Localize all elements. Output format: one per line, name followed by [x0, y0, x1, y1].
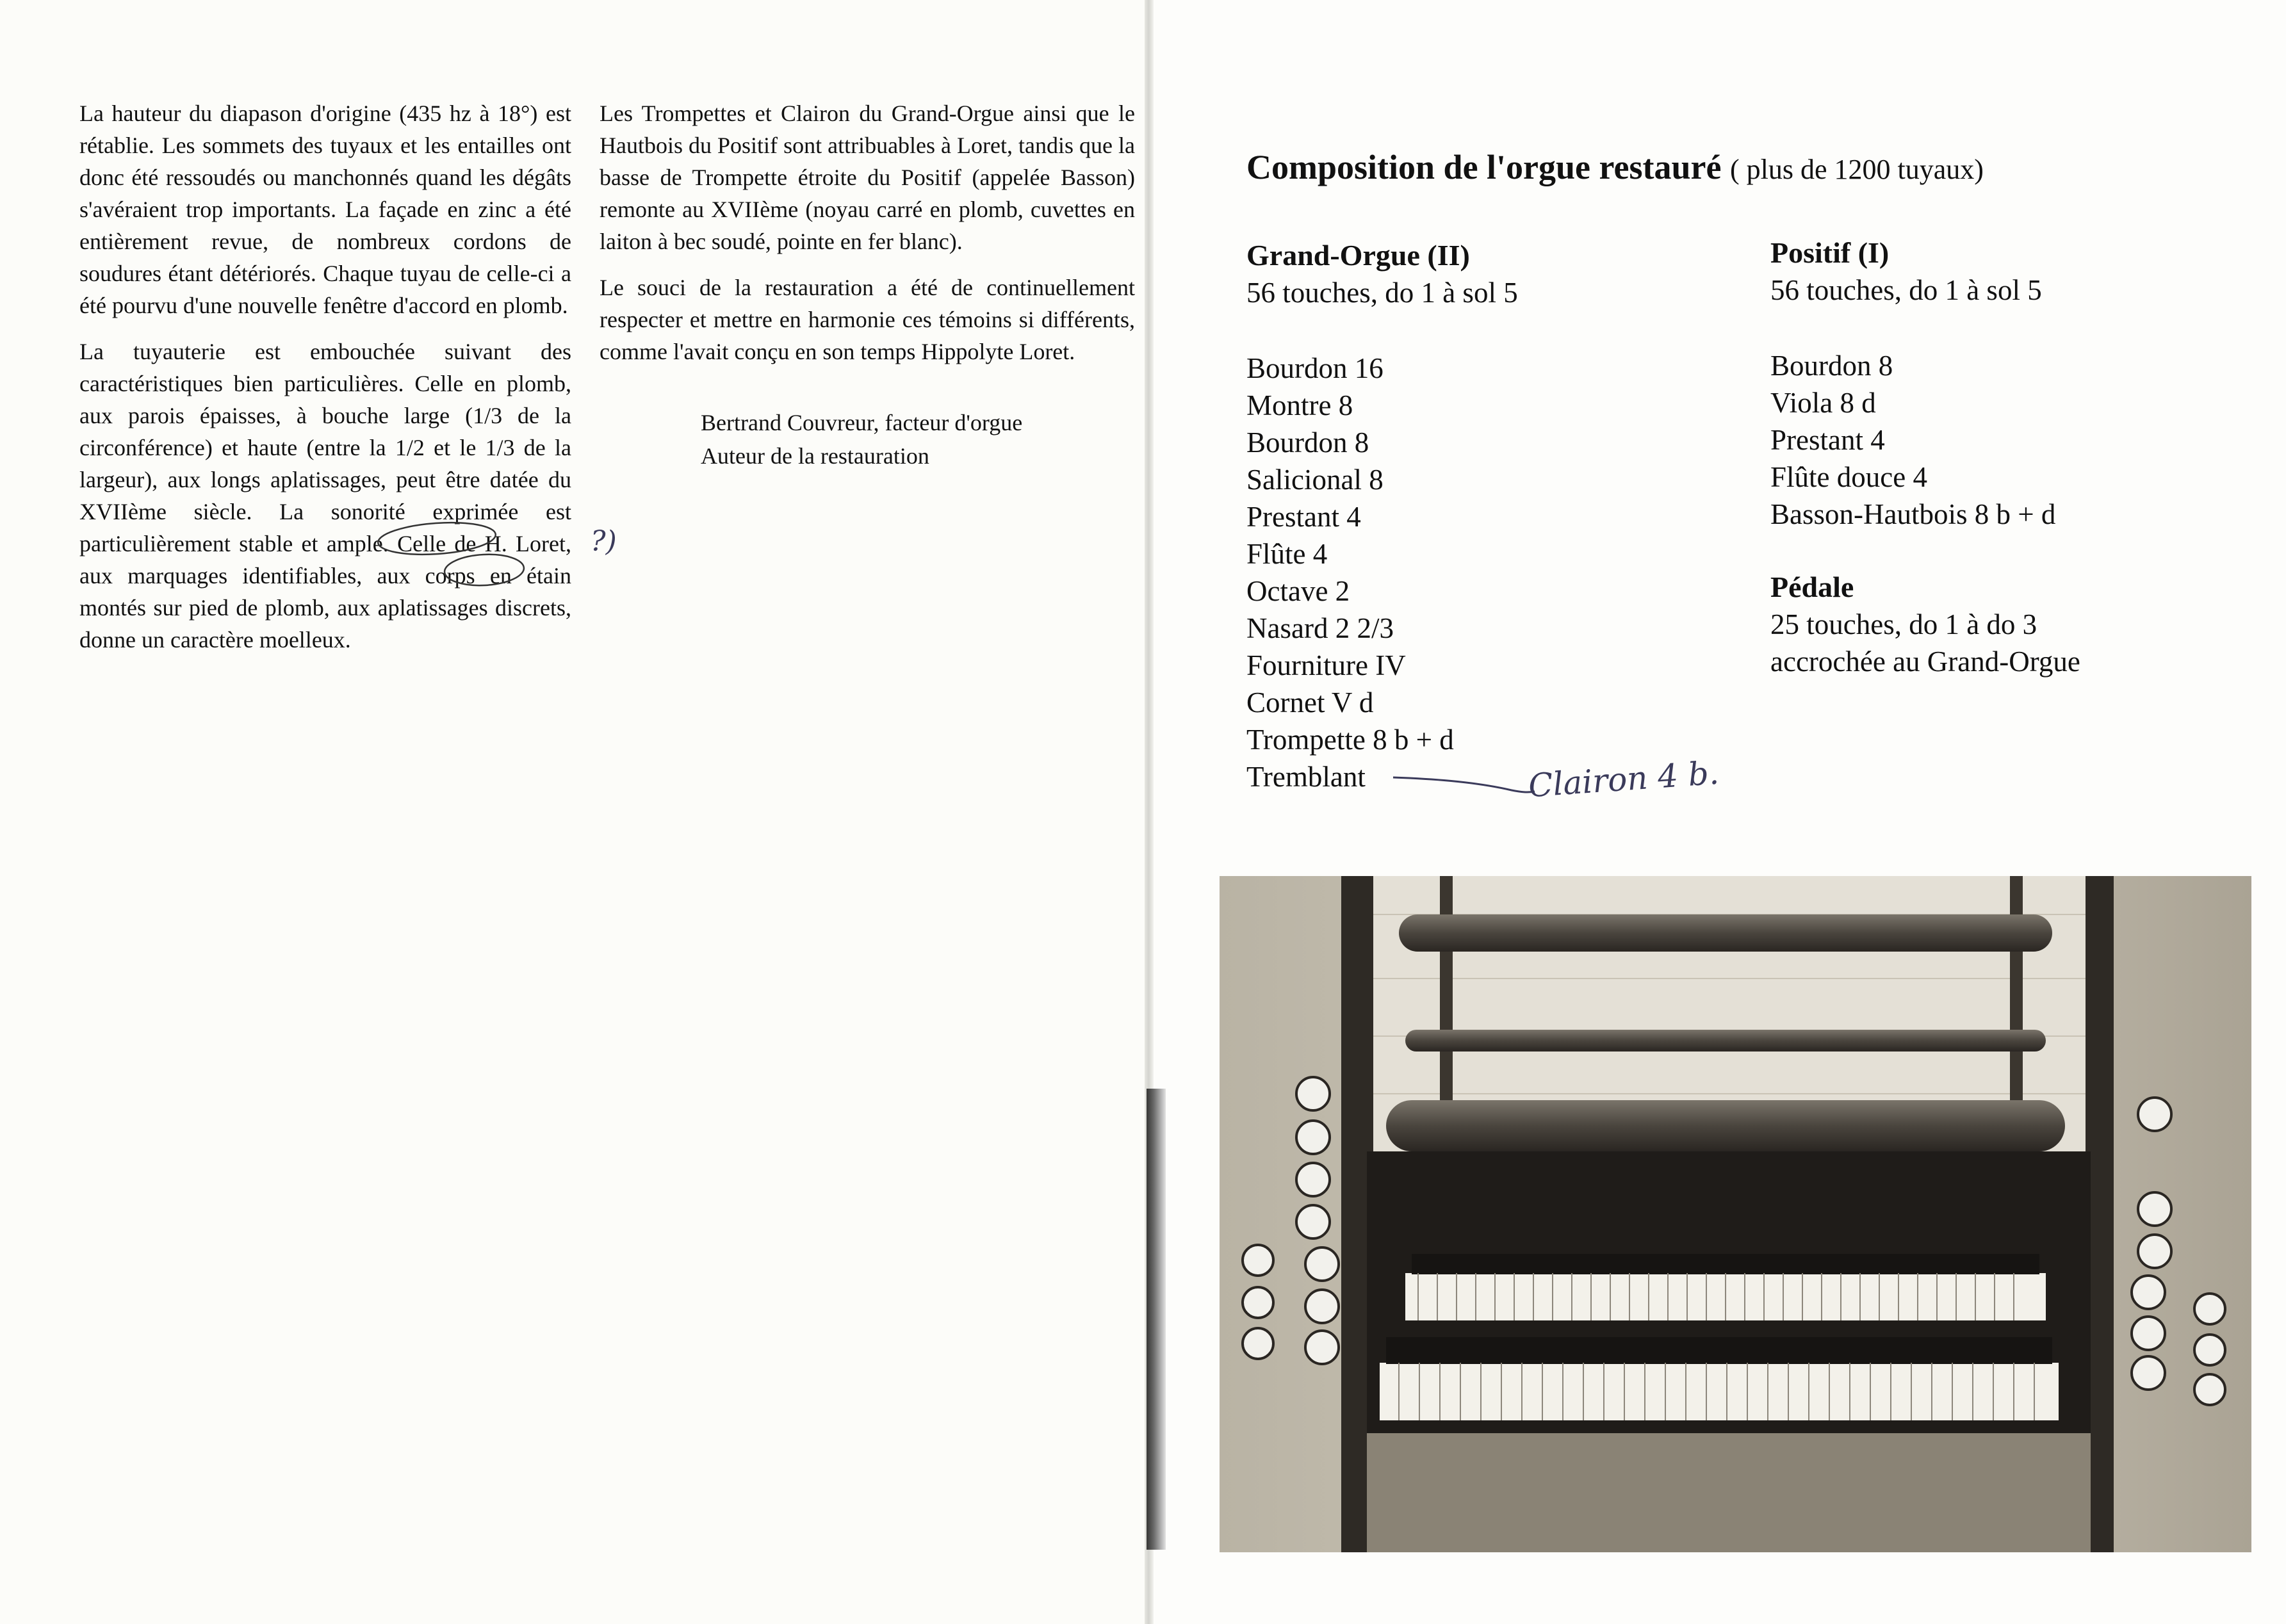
pedale-note: accrochée au Grand-Orgue: [1770, 646, 2080, 678]
stop-item: Flûte douce 4: [1770, 461, 1927, 493]
stop-item: Salicional 8: [1246, 464, 1384, 496]
pedale-section: [1770, 569, 2080, 680]
stop-item: Basson-Hautbois 8 b + d: [1770, 498, 2056, 530]
handwritten-annotation: Clairon 4 b.: [1527, 754, 1720, 805]
organ-console-photo: [1220, 876, 2251, 1552]
circle-mark-celle: [444, 553, 525, 587]
pen-marks: [0, 0, 1147, 704]
pedale-heading: Pédale: [1770, 571, 1854, 603]
annotation-stroke: [1390, 768, 1537, 800]
positif-heading: Positif (I): [1770, 236, 1890, 269]
page-title: [1246, 147, 1984, 187]
paragraph-diapason: La hauteur du diapason d'origine (435 hz à 18°) est rétablie. Les sommets des tuyaux et les entailles ont donc été ressoudés ou manchonnés quand les dégâts s'avéraient trop importants. La façade en zinc a été entièrement revue, de nombreux cordons de soudures étant détériorés. Chaque tuyau de celle-ci a été pourvu d'une nouvelle fenêtre d'accord en plomb.: [79, 101, 571, 318]
fold-shadow: [1147, 1089, 1166, 1550]
title-subtitle: ( plus de 1200 tuyaux): [1729, 154, 1984, 185]
stop-item: Nasard 2 2/3: [1246, 612, 1394, 644]
stop-item: Trompette 8 b + d: [1246, 724, 1454, 756]
title-text: Composition de l'orgue restauré: [1246, 148, 1722, 186]
grand-orgue-range: 56 touches, do 1 à sol 5: [1246, 277, 1518, 309]
paragraph-souci: Le souci de la restauration a été de continuellement respecter et mettre en harmonie ces témoins si différents, comme l'avait conçu en son temps Hippolyte Loret.: [600, 275, 1135, 364]
stop-item: Octave 2: [1246, 575, 1350, 607]
grand-orgue-section: [1246, 237, 1518, 795]
stop-item: Bourdon 8: [1770, 350, 1893, 382]
stop-item: Flûte 4: [1246, 538, 1328, 570]
stop-item: Montre 8: [1246, 389, 1353, 421]
margin-note: ?): [591, 525, 617, 558]
stop-item: Tremblant: [1246, 761, 1366, 793]
signature-role: Auteur de la restauration: [701, 443, 929, 469]
paragraph-trompettes: Les Trompettes et Clairon du Grand-Orgue ainsi que le Hautbois du Positif sont attribuables à Loret, tandis que la basse de Trompette étroite du Positif (appelée Basson) remonte au XVIIème (noyau carré en plomb, cuvettes en laiton à bec soudé, pointe en fer blanc).: [600, 101, 1135, 254]
stop-item: Prestant 4: [1246, 501, 1361, 533]
paragraph-tuyauterie: La tuyauterie est embouchée suivant des caractéristiques bien particulières. Celle en plomb, aux parois épaisses, à bouche large (1/3 de la circonférence) et haute (entre la 1/2 et le 1/3 de la largeur), aux longs aplatissages, peut être datée du XVIIème siècle. La sonorité exprimée est particulièrement stable et ample. Celle de H. Loret, aux marquages identifiables, aux corps en étain montés sur pied de plomb, aux aplatissages discrets, donne un caractère moelleux.: [79, 339, 571, 653]
stop-item: Fourniture IV: [1246, 649, 1406, 681]
grand-orgue-stops: [1246, 350, 1518, 795]
stop-item: Bourdon 16: [1246, 352, 1384, 384]
stop-item: Cornet V d: [1246, 686, 1374, 719]
stop-item: Prestant 4: [1770, 424, 1885, 456]
stop-item: Viola 8 d: [1770, 387, 1876, 419]
grand-orgue-heading: Grand-Orgue (II): [1246, 239, 1470, 272]
stop-item: Bourdon 8: [1246, 426, 1369, 459]
positif-stops: [1770, 347, 2080, 533]
positif-range: 56 touches, do 1 à sol 5: [1770, 274, 2042, 306]
pedale-range: 25 touches, do 1 à do 3: [1770, 608, 2037, 640]
circle-mark-sonorite: [377, 519, 497, 558]
signature-name: Bertrand Couvreur, facteur d'orgue: [701, 410, 1023, 435]
positif-section: [1770, 234, 2080, 680]
